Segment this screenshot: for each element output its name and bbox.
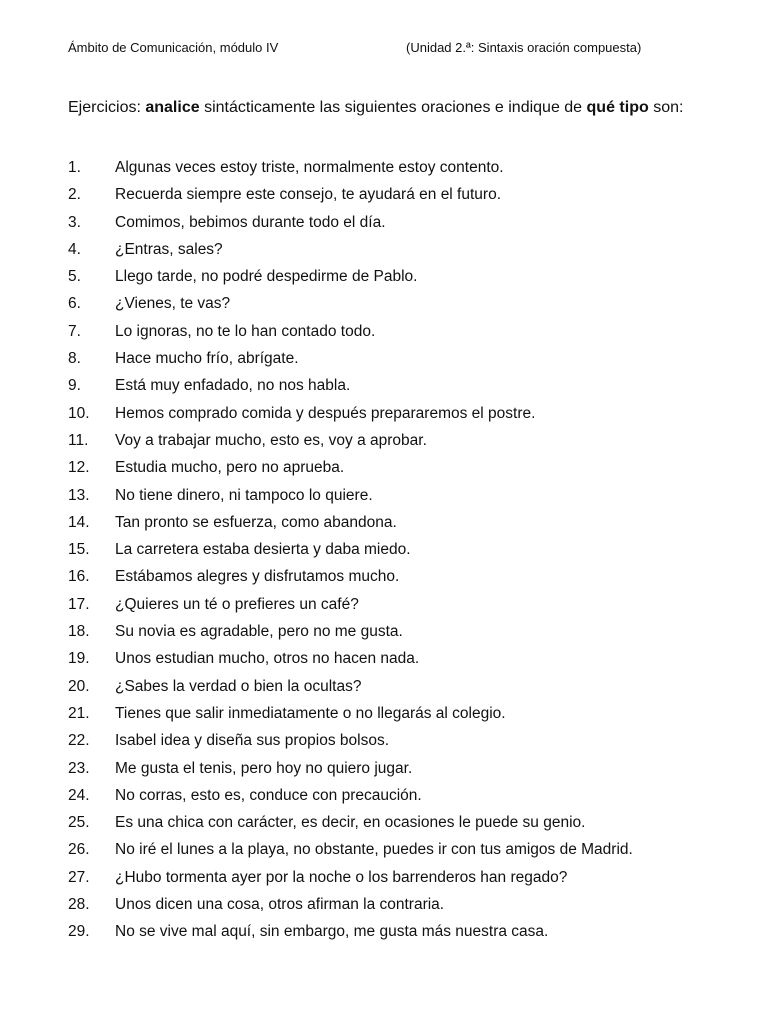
exercise-item (68, 181, 708, 208)
exercise-list (68, 154, 708, 946)
exercise-item (68, 372, 708, 399)
exercise-sentence: ¿Hubo tormenta ayer por la noche o los barrenderos han regado? (115, 868, 568, 886)
exercise-sentence: No iré el lunes a la playa, no obstante, puedes ir con tus amigos de Madrid. (115, 841, 633, 859)
exercise-item (68, 454, 708, 481)
exercise-number: 29. (68, 923, 90, 941)
exercise-item (68, 727, 708, 754)
exercise-number: 26. (68, 841, 90, 859)
exercise-item (68, 891, 708, 918)
exercise-sentence: Algunas veces estoy triste, normalmente estoy contento. (115, 159, 504, 176)
exercise-number: 23. (68, 759, 90, 777)
instructions-text-2: sintácticamente las siguientes oraciones e indique de (199, 99, 587, 116)
exercise-item (68, 755, 708, 782)
exercise-number: 24. (68, 786, 90, 804)
exercise-item (68, 400, 708, 427)
exercise-number: 1. (68, 159, 81, 176)
exercise-sentence: Tan pronto se esfuerza, como abandona. (115, 513, 397, 531)
exercise-sentence: Comimos, bebimos durante todo el día. (115, 213, 386, 231)
instructions-text-1: Ejercicios: (68, 99, 146, 116)
exercise-sentence: Es una chica con carácter, es decir, en ocasiones le puede su genio. (115, 814, 586, 832)
exercise-number: 2. (68, 186, 81, 204)
instructions-bold-analice: analice (145, 99, 200, 116)
exercise-number: 8. (68, 350, 81, 368)
exercise-item (68, 645, 708, 672)
exercise-item (68, 809, 708, 836)
exercise-number: 6. (68, 295, 81, 313)
exercise-number: 20. (68, 677, 90, 695)
exercise-number: 12. (68, 459, 90, 477)
exercise-item (68, 209, 708, 236)
exercise-sentence: Me gusta el tenis, pero hoy no quiero jugar. (115, 759, 413, 777)
exercise-sentence: Recuerda siempre este consejo, te ayudará en el futuro. (115, 186, 502, 204)
exercise-number: 28. (68, 896, 90, 914)
exercise-sentence: Estudia mucho, pero no aprueba. (115, 459, 345, 477)
exercise-item (68, 263, 708, 290)
exercise-sentence: ¿Vienes, te vas? (115, 295, 231, 313)
exercise-item (68, 864, 708, 891)
exercise-number: 14. (68, 513, 90, 531)
exercise-number: 10. (68, 404, 90, 422)
exercise-number: 22. (68, 732, 90, 750)
header-unit-title: (Unidad 2.ª: Sintaxis oración compuesta) (406, 40, 642, 55)
exercise-number: 18. (68, 623, 90, 641)
exercise-item (68, 918, 708, 945)
exercise-sentence: Estábamos alegres y disfrutamos mucho. (115, 568, 400, 586)
exercise-sentence: Isabel idea y diseña sus propios bolsos. (115, 732, 389, 750)
exercise-instructions (68, 94, 698, 121)
exercise-number: 13. (68, 486, 90, 504)
exercise-number: 19. (68, 650, 90, 668)
exercise-sentence: Llego tarde, no podré despedirme de Pablo. (115, 268, 418, 286)
exercise-item (68, 509, 708, 536)
exercise-number: 16. (68, 568, 90, 586)
exercise-item (68, 563, 708, 590)
exercise-sentence: Voy a trabajar mucho, esto es, voy a aprobar. (115, 431, 427, 449)
exercise-sentence: La carretera estaba desierta y daba miedo. (115, 541, 411, 559)
exercise-sentence: ¿Entras, sales? (115, 240, 223, 258)
exercise-number: 17. (68, 595, 90, 613)
exercise-item (68, 236, 708, 263)
exercise-sentence: Unos dicen una cosa, otros afirman la contraria. (115, 896, 445, 914)
exercise-sentence: No corras, esto es, conduce con precaución. (115, 786, 422, 804)
exercise-sentence: Lo ignoras, no te lo han contado todo. (115, 322, 376, 340)
exercise-number: 11. (68, 431, 89, 449)
exercise-item (68, 482, 708, 509)
exercise-sentence: No se vive mal aquí, sin embargo, me gusta más nuestra casa. (115, 923, 549, 941)
exercise-sentence: ¿Quieres un té o prefieres un café? (115, 595, 359, 613)
exercise-item (68, 782, 708, 809)
exercise-item (68, 591, 708, 618)
exercise-sentence: Hemos comprado comida y después prepararemos el postre. (115, 404, 536, 422)
exercise-number: 27. (68, 868, 90, 886)
exercise-item (68, 673, 708, 700)
exercise-item (68, 318, 708, 345)
instructions-bold-que-tipo: qué tipo (586, 99, 649, 116)
exercise-sentence: Está muy enfadado, no nos habla. (115, 377, 351, 395)
exercise-number: 15. (68, 541, 90, 559)
exercise-sentence: ¿Sabes la verdad o bien la ocultas? (115, 677, 362, 695)
page-header (0, 40, 768, 60)
header-module-title: Ámbito de Comunicación, módulo IV (68, 40, 279, 55)
instructions-text-3: son: (648, 99, 684, 116)
exercise-sentence: No tiene dinero, ni tampoco lo quiere. (115, 486, 373, 504)
exercise-item (68, 700, 708, 727)
exercise-item (68, 154, 708, 181)
exercise-number: 3. (68, 213, 81, 231)
exercise-number: 21. (68, 704, 90, 722)
exercise-item (68, 290, 708, 317)
exercise-number: 7. (68, 322, 81, 340)
exercise-number: 9. (68, 377, 81, 395)
exercise-item (68, 427, 708, 454)
exercise-sentence: Hace mucho frío, abrígate. (115, 350, 299, 368)
exercise-number: 4. (68, 240, 81, 258)
exercise-sentence: Su novia es agradable, pero no me gusta. (115, 623, 403, 641)
exercise-number: 25. (68, 814, 90, 832)
exercise-number: 5. (68, 268, 81, 286)
exercise-sentence: Tienes que salir inmediatamente o no llegarás al colegio. (115, 704, 506, 722)
exercise-sentence: Unos estudian mucho, otros no hacen nada. (115, 650, 420, 668)
exercise-item (68, 536, 708, 563)
exercise-item (68, 345, 708, 372)
exercise-item (68, 836, 708, 863)
exercise-item (68, 618, 708, 645)
